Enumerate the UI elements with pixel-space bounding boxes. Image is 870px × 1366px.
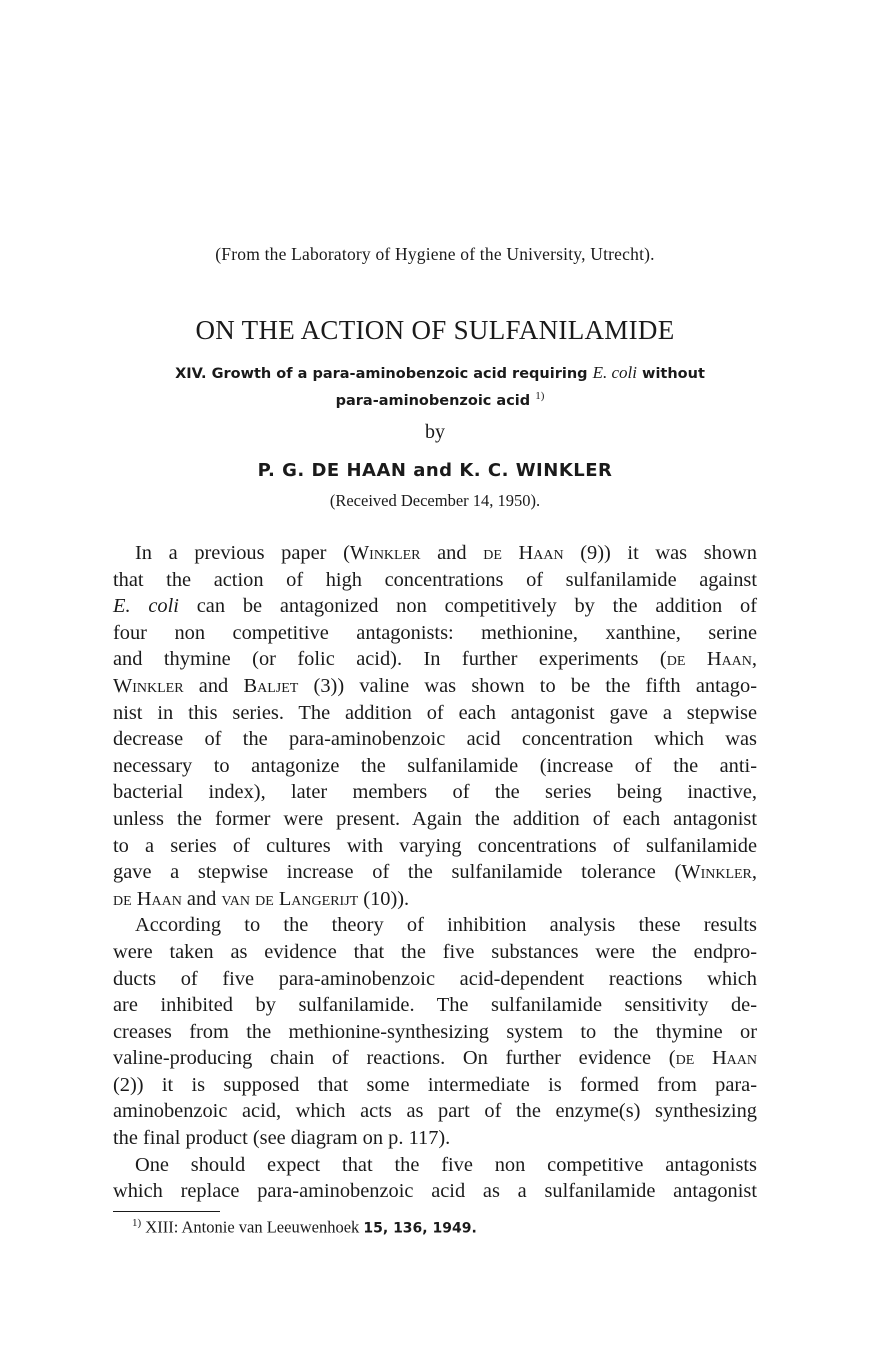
- subtitle-part-2: without: [642, 366, 705, 382]
- text-line: creases from the methionine-synthesizing system to the thymine or: [113, 1020, 757, 1043]
- text-line: necessary to antagonize the sulfanilamide (increase of the anti-: [113, 754, 757, 777]
- subtitle-line-1: [130, 362, 750, 385]
- article-subtitle: [130, 362, 750, 412]
- text-line: which replace para-aminobenzoic acid as a sulfanilamide antagonist: [113, 1180, 757, 1203]
- text-line: nist in this series. The addition of each antagonist gave a stepwise: [113, 701, 757, 724]
- footnote-text: XIII: Antonie van Leeuwenhoek: [141, 1217, 364, 1237]
- footnote-rule: [113, 1211, 220, 1212]
- text-line: unless the former were present. Again the addition of each antagonist: [113, 807, 757, 830]
- article-body: [113, 540, 757, 1205]
- footnote: [132, 1217, 477, 1238]
- text-line: to a series of cultures with varying concentrations of sulfanilamide: [113, 834, 757, 857]
- text-line: One should expect that the five non competitive antagonists: [135, 1153, 757, 1176]
- text-line: According to the theory of inhibition analysis these results: [135, 914, 757, 937]
- received-date: (Received December 14, 1950).: [329, 491, 541, 510]
- affiliation: (From the Laboratory of Hygiene of the University, Utrecht).: [215, 244, 655, 264]
- subtitle-part-3: para-aminobenzoic acid: [335, 392, 531, 409]
- text-line: valine-producing chain of reactions. On further evidence (de Haan: [113, 1047, 757, 1070]
- text-line: aminobenzoic acid, which acts as part of the enzyme(s) synthesizing: [113, 1100, 757, 1123]
- subtitle-organism: E. coli: [592, 363, 637, 382]
- text-line: decrease of the para-aminobenzoic acid concentration which was: [113, 728, 757, 751]
- text-line: the final product (see diagram on p. 117).: [113, 1127, 451, 1150]
- text-line: de Haan and van de Langerijt (10)).: [113, 887, 410, 910]
- text-line: gave a stepwise increase of the sulfanilamide tolerance (Winkler,: [113, 861, 757, 884]
- text-line: that the action of high concentrations of sulfanilamide against: [113, 568, 757, 591]
- footnote-volume: 15, 136, 1949.: [363, 1220, 477, 1237]
- text-line: bacterial index), later members of the series being inactive,: [113, 781, 757, 804]
- byline-by: by: [425, 421, 445, 443]
- footnote-mark: 1): [132, 1217, 142, 1229]
- subtitle-part-1: XIV. Growth of a para-aminobenzoic acid requiring: [175, 366, 588, 382]
- text-line: four non competitive antagonists: methionine, xanthine, serine: [113, 621, 757, 644]
- text-line: Winkler and Baljet (3)) valine was shown to be the fifth antago-: [113, 674, 757, 697]
- subtitle-footnote-mark: 1): [535, 390, 545, 402]
- text-line: ducts of five para-aminobenzoic acid-dependent reactions which: [113, 967, 757, 990]
- text-line: were taken as evidence that the five substances were the endpro-: [113, 940, 757, 963]
- article-title: ON THE ACTION OF SULFANILAMIDE: [195, 315, 675, 345]
- subtitle-line-2: [130, 385, 750, 412]
- text-line: (2)) it is supposed that some intermediate is formed from para-: [113, 1073, 757, 1096]
- text-line: In a previous paper (Winkler and de Haan (9)) it was shown: [135, 542, 757, 564]
- text-line: are inhibited by sulfanilamide. The sulfanilamide sensitivity de-: [113, 994, 757, 1017]
- text-line: E. coli can be antagonized non competitively by the addition of: [113, 595, 757, 618]
- authors: P. G. DE HAAN and K. C. WINKLER: [257, 460, 613, 481]
- text-line: and thymine (or folic acid). In further experiments (de Haan,: [113, 648, 757, 671]
